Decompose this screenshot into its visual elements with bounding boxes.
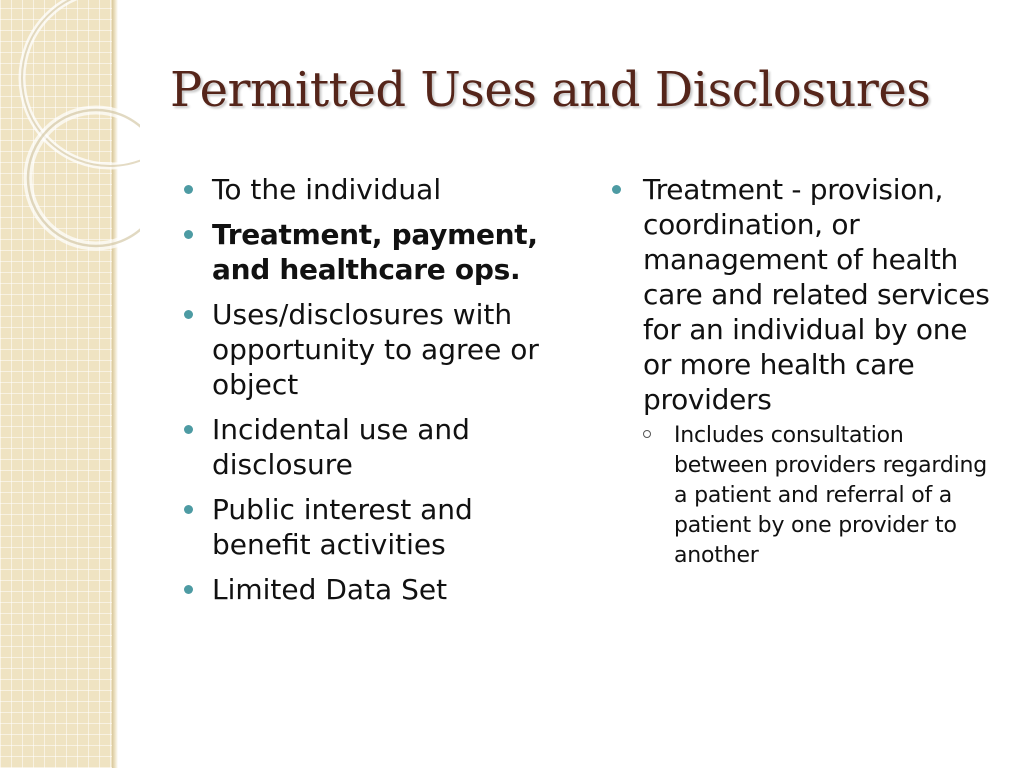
bullet-dot-icon <box>184 505 193 514</box>
bullet-text: Uses/disclosures with opportunity to agree or object <box>212 298 539 401</box>
bullet-dot-icon <box>184 585 193 594</box>
bullet-item <box>184 492 554 562</box>
bullet-dot-icon <box>612 185 621 194</box>
right-bullet-list <box>612 172 1002 581</box>
sub-bullet-ring-icon <box>643 430 651 438</box>
sub-bullet-item <box>643 421 1002 571</box>
sub-bullet-text: Includes consultation between providers regarding a patient and referral of a patient by one provider to another <box>674 423 988 568</box>
bullet-text: Treatment, payment, and healthcare ops. <box>212 218 538 286</box>
bullet-dot-icon <box>184 185 193 194</box>
bullet-item <box>184 217 554 287</box>
bullet-dot-icon <box>184 310 193 319</box>
bullet-text: Incidental use and disclosure <box>212 413 470 481</box>
bullet-item <box>612 172 1002 571</box>
bullet-item <box>184 412 554 482</box>
decorative-circles-icon <box>0 0 140 270</box>
bullet-text: Public interest and benefit activities <box>212 493 473 561</box>
bullet-dot-icon <box>184 230 193 239</box>
bullet-item <box>184 297 554 402</box>
bullet-dot-icon <box>184 425 193 434</box>
slide-title: Permitted Uses and Disclosures <box>170 62 931 118</box>
bullet-item <box>184 572 554 607</box>
bullet-text: To the individual <box>212 173 442 206</box>
bullet-item <box>184 172 554 207</box>
left-bullet-list <box>184 172 554 617</box>
bullet-text: Treatment - provision, coordination, or management of health care and related services for an individual by one or more health care providers <box>643 173 990 416</box>
bullet-text: Limited Data Set <box>212 573 448 606</box>
